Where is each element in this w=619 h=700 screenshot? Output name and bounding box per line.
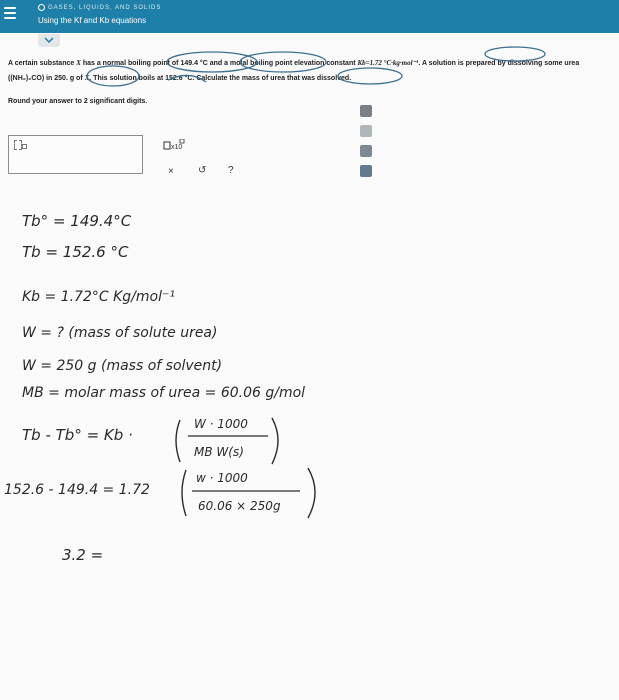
side-toolbar xyxy=(360,105,374,185)
svg-text:x10: x10 xyxy=(171,144,183,151)
undo-button[interactable]: ↺ xyxy=(198,165,207,176)
question-part: A certain substance xyxy=(8,60,77,67)
close-paren xyxy=(272,418,278,464)
handwritten-notes xyxy=(0,200,619,570)
variable-x: X xyxy=(76,59,81,67)
scientific-notation-button[interactable] xyxy=(163,139,185,158)
note-line-2: Tb = 152.6 °C xyxy=(22,243,129,261)
topic-text: GASES, LIQUIDS, AND SOLIDS xyxy=(48,4,162,11)
fraction-numerator: W · 1000 xyxy=(194,417,248,431)
note-line-8: 152.6 - 149.4 = 1.72 xyxy=(4,482,150,498)
note-line-7: Tb - Tb° = Kb · xyxy=(22,426,133,444)
fraction-denominator: 60.06 × 250g xyxy=(198,499,281,513)
question-part: has a normal boiling point of 149.4 °C and a molal boiling point elevation constant xyxy=(80,60,358,67)
note-line-5: W = 250 g (mass of solvent) xyxy=(22,358,223,374)
question-part: in 250. g of xyxy=(44,75,85,82)
subscript-placeholder-icon xyxy=(22,144,27,149)
question-part: . This solution boils at 152.6 °C. Calculate the mass of urea that was dissolved. xyxy=(89,75,352,82)
urea-formula: ((NH₂)₂CO) xyxy=(8,75,45,82)
hamburger-menu-icon[interactable] xyxy=(4,7,16,22)
question-part: . A solution is prepared by dissolving some urea xyxy=(418,60,580,67)
open-paren xyxy=(176,420,180,462)
annotation-circle xyxy=(240,52,326,72)
clear-button[interactable]: × xyxy=(168,166,174,177)
fraction-numerator: w · 1000 xyxy=(196,471,248,485)
fraction-denominator: MB W(s) xyxy=(194,445,244,459)
note-line-3: Kb = 1.72°C Kg/mol⁻¹ xyxy=(22,289,175,305)
answer-placeholder-icon xyxy=(14,140,22,150)
open-paren xyxy=(182,470,186,516)
section-title: Using the Kf and Kb equations xyxy=(38,16,147,25)
data-icon[interactable] xyxy=(360,165,372,177)
annotation-circle xyxy=(485,47,545,61)
scientific-notation-icon xyxy=(163,139,185,153)
note-line-6: MB = molar mass of urea = 60.06 g/mol xyxy=(22,385,306,401)
chart-icon[interactable] xyxy=(360,125,372,137)
instruction-text: Round your answer to 2 significant digits. xyxy=(8,98,148,105)
answer-input[interactable] xyxy=(8,135,143,174)
note-line-1: Tb° = 149.4°C xyxy=(22,212,132,230)
annotation-stroke xyxy=(168,75,206,82)
header-bar xyxy=(0,0,619,33)
kb-constant: Kb=1.72 °C·kg·mol⁻¹ xyxy=(357,59,419,67)
note-line-9: 3.2 = xyxy=(62,546,104,564)
periodic-table-icon[interactable] xyxy=(360,145,372,157)
annotation-circle xyxy=(84,66,139,86)
annotation-circle xyxy=(167,52,257,72)
calculator-icon[interactable] xyxy=(360,105,372,117)
close-paren xyxy=(308,468,315,518)
help-button[interactable]: ? xyxy=(228,165,234,176)
variable-x: X xyxy=(84,74,90,82)
topic-label xyxy=(38,4,161,11)
annotation-circle xyxy=(338,68,402,84)
pen-annotations xyxy=(0,40,619,100)
note-line-4: W = ? (mass of solute urea) xyxy=(22,325,218,341)
topic-circle-icon xyxy=(38,4,45,11)
